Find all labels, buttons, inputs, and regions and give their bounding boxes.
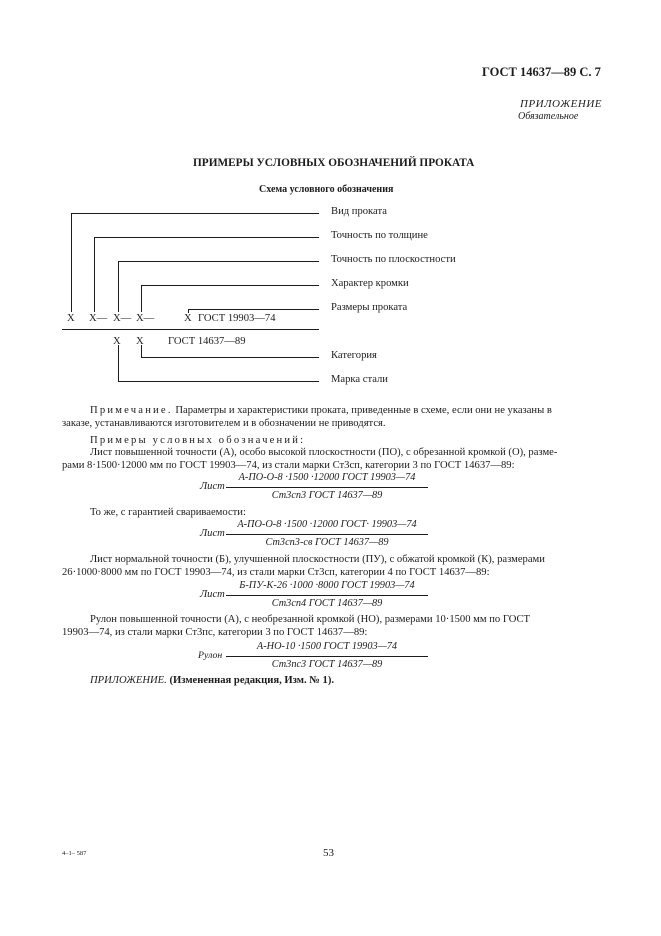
example-product: Лист [200,589,225,600]
example-description: Лист повышенной точности (А), особо высокой плоскостности (ПО), с обрезанной кромкой (О), разме- [90,447,558,458]
fraction-bar [226,595,428,596]
example-numerator: Б-ПУ-К-26 ·1000 ·8000 ГОСТ 19903—74 [239,580,415,591]
page-title: ПРИМЕРЫ УСЛОВНЫХ ОБОЗНАЧЕНИЙ ПРОКАТА [193,157,475,169]
leader-horizontal [71,213,319,214]
example-description: 19903—74, из стали марки Ст3пс, категории 3 по ГОСТ 14637—89: [62,627,368,638]
note-text: Параметры и характеристики проката, приведенные в схеме, если они не указаны в [172,405,552,416]
scheme-label-product-type: Вид проката [331,206,387,217]
leader-horizontal [141,357,319,358]
example-denominator: Ст3сп4 ГОСТ 14637—89 [271,598,383,609]
scheme-symbol: X— [136,313,155,324]
scheme-symbol: X [67,313,75,324]
scheme-label-dimensions: Размеры проката [331,302,408,313]
example-description: Лист нормальной точности (Б), улучшенной плоскостности (ПУ), с обжатой кромкой (К), размерами [90,554,545,565]
note-label: Примечание. [90,405,173,416]
example-description: рами 8·1500·12000 мм по ГОСТ 19903—74, из стали марки Ст3сп, категории 3 по ГОСТ 14637—89: [62,460,515,471]
leader-vertical [118,345,119,381]
example-numerator: А-ПО-О-8 ·1500 ·12000 ГОСТ· 19903—74 [237,519,417,530]
leader-horizontal [118,381,319,382]
mandatory-label: Обязательное [518,111,579,122]
leader-horizontal [188,309,319,310]
example-numerator: А-ПО-О-8 ·1500 ·12000 ГОСТ 19903—74 [238,472,416,483]
appendix-label: ПРИЛОЖЕНИЕ [520,98,602,110]
scheme-label-steel-grade: Марка стали [331,374,388,385]
fraction-bar [226,534,428,535]
page-header: ГОСТ 14637—89 С. 7 [482,65,601,79]
page-number: 53 [323,847,334,859]
scheme-label-category: Категория [331,350,377,361]
example-description: То же, с гарантией свариваемости: [90,507,246,518]
example-denominator: Ст3сп3-св ГОСТ 14637—89 [265,537,389,548]
print-code: 4–1– 587 [62,850,87,857]
fraction-bar [226,487,428,488]
scheme-symbol: X— [89,313,108,324]
scheme-label-edge-type: Характер кромки [331,278,409,289]
leader-vertical [94,237,95,312]
example-numerator: А-НО-10 ·1500 ГОСТ 19903—74 [256,641,398,652]
leader-vertical [71,213,72,312]
note-line [90,404,552,418]
example-product: Лист [200,528,225,539]
leader-horizontal [118,261,319,262]
example-denominator: Ст3пс3 ГОСТ 14637—89 [271,659,383,670]
scheme-standard: ГОСТ 14637—89 [168,336,246,347]
scheme-symbol: X [184,313,192,324]
edition-note [90,674,334,688]
edition-text: (Измененная редакция, Изм. № 1). [166,675,335,686]
example-product: Лист [200,481,225,492]
scheme-symbol: X [113,336,121,347]
note-line: заказе, устанавливаются изготовителем и в обозначении не приводятся. [62,418,386,429]
scheme-divider [62,329,319,330]
examples-heading: Примеры условных обозначений: [90,435,306,446]
fraction-bar [226,656,428,657]
leader-horizontal [94,237,319,238]
scheme-label-thickness-accuracy: Точность по толщине [331,230,428,241]
scheme-label-flatness-accuracy: Точность по плоскостности [331,254,456,265]
leader-vertical [118,261,119,312]
example-product: Рулон [198,650,223,661]
edition-appendix: ПРИЛОЖЕНИЕ. [90,675,167,686]
scheme-symbol: X— [113,313,132,324]
scheme-standard: ГОСТ 19903—74 [198,313,276,324]
leader-vertical [141,285,142,312]
example-description: 26·1000·8000 мм по ГОСТ 19903—74, из стали марки Ст3сп, категории 4 по ГОСТ 14637—89: [62,567,490,578]
leader-horizontal [141,285,319,286]
example-description: Рулон повышенной точности (А), с необрезанной кромкой (НО), размерами 10·1500 мм по ГОСТ [90,614,531,625]
example-denominator: Ст3сп3 ГОСТ 14637—89 [271,490,383,501]
scheme-symbol: X [136,336,144,347]
scheme-subtitle: Схема условного обозначения [259,184,394,195]
